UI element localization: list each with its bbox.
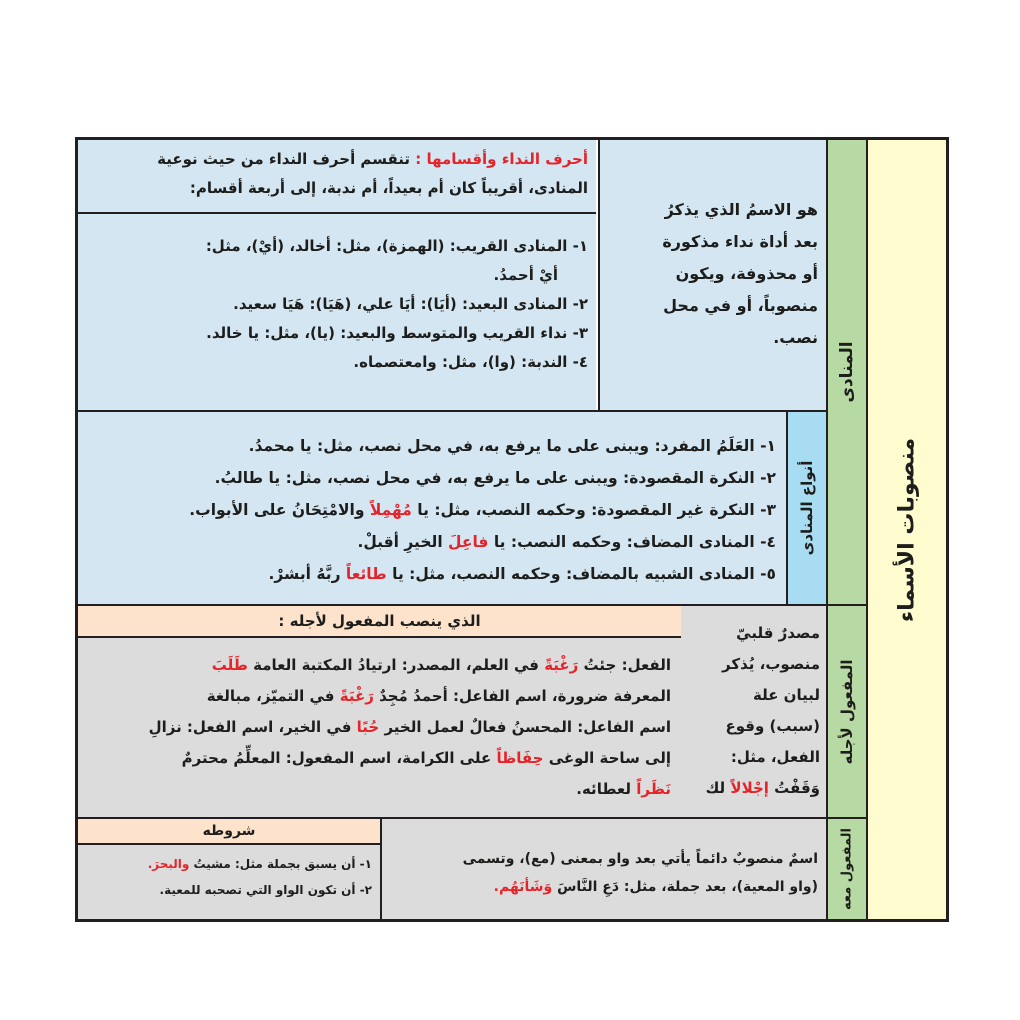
munada-definition: هو الاسمُ الذي يذكرُ بعد أداة نداء مذكورة أو محذوفة، ويكون منصوباً، أو في محل نصب.: [598, 140, 826, 410]
main-title: منصوبات الأسماء: [894, 437, 920, 622]
maful-liajlih-label-column: المفعول لأجله: [826, 604, 866, 817]
list-item: أيْ أحمدُ.: [493, 266, 558, 284]
list-item: ١- العَلَمُ المفرد: ويبنى على ما يرفع به، في محل نصب، مثل: يا محمدُ.: [248, 437, 776, 455]
list-item: ٣- النكرة غير المقصودة: وحكمه النصب، مثل: يا مُهْمِلاً والامْتِحَانُ على الأبواب.: [189, 501, 776, 519]
munada-label-column: [826, 140, 866, 604]
conditions-list: [78, 845, 380, 919]
list-item: ٤- المنادى المضاف: وحكمه النصب: يا فاعِلَ الخيرِ أقبلْ.: [357, 533, 776, 551]
list-item: ٥- المنادى الشبيه بالمضاف: وحكمه النصب، مثل: يا طائعاً ربَّهُ أبشرْ.: [268, 565, 776, 583]
munada-types-list: [78, 410, 786, 604]
maful-maahu-definition: اسمٌ منصوبٌ دائماً يأتي بعد واو بمعنى (مع)، وتسمى (واو المعية)، بعد جملة، مثل: دَعِ النَّاسَ وَشَأنَهُم.: [380, 817, 826, 919]
nida-letters-intro: أحرف النداء وأقسامها : تنقسم أحرف النداء من حيث نوعية المنادى، أقريباً كان أم بعيداً، أم ندبة، إلى أربعة أقسام:: [78, 140, 596, 214]
maful-liajlih-header: الذي ينصب المفعول لأجله :: [78, 604, 681, 638]
grammar-table: [75, 137, 949, 922]
nida-letters-title: أحرف النداء وأقسامها :: [415, 150, 588, 168]
maful-liajlih-definition: مصدرٌ قلبيّ منصوب، يُذكر لبيان علة (سبب) وقوع الفعل، مثل: وَقَفْتُ إجْلالاً لك: [678, 604, 826, 817]
list-item: ١- أن يسبق بجملة مثل: مشيتُ والبحرَ.: [147, 857, 372, 871]
list-item: ١- المنادى القريب: (الهمزة)، مثل: أخالد، (أيْ)، مثل:: [205, 237, 588, 255]
list-item: ٤- الندبة: (وا)، مثل: وامعتصماه.: [353, 353, 588, 371]
main-title-column: [866, 140, 946, 919]
list-item: ٢- المنادى البعيد: (أيَا): أيَا علي، (هَيَا): هَيَا سعيد.: [233, 295, 588, 313]
maful-maahu-label-column: المفعول معه: [826, 817, 866, 919]
nida-letters-list: [78, 214, 596, 410]
list-item: ٣- نداء القريب والمتوسط والبعيد: (يا)، مثل: يا خالد.: [206, 324, 588, 342]
maful-liajlih-examples: الفعل: جئتُ رَغْبَةً في العلم، المصدر: ارتيادُ المكتبة العامة طَلَبَ المعرفة ضرورة، اسم الفاعل: أحمدُ مُجِدٌ رَغْبَةً في التميّز، مبالغة اسم الفاعل: المحسنُ فعالٌ لعمل الخير حُبًا في الخير، اسم الفعل: نزالِ إلى ساحة الوغى حِفَاظاً على الكرامة، اسم المفعول: المعلِّمُ محترمٌ نَظَراً لعطائه.: [78, 638, 681, 817]
list-item: ٢- النكرة المقصودة: ويبنى على ما يرفع به، في محل نصب، مثل: يا طالبُ.: [214, 469, 776, 487]
list-item: ٢- أن تكون الواو التي تصحبه للمعية.: [159, 883, 372, 897]
munada-side-label: المنادى: [837, 341, 857, 403]
munada-types-label: أنواع المنادى: [786, 410, 826, 604]
conditions-header: شروطه: [78, 817, 380, 845]
